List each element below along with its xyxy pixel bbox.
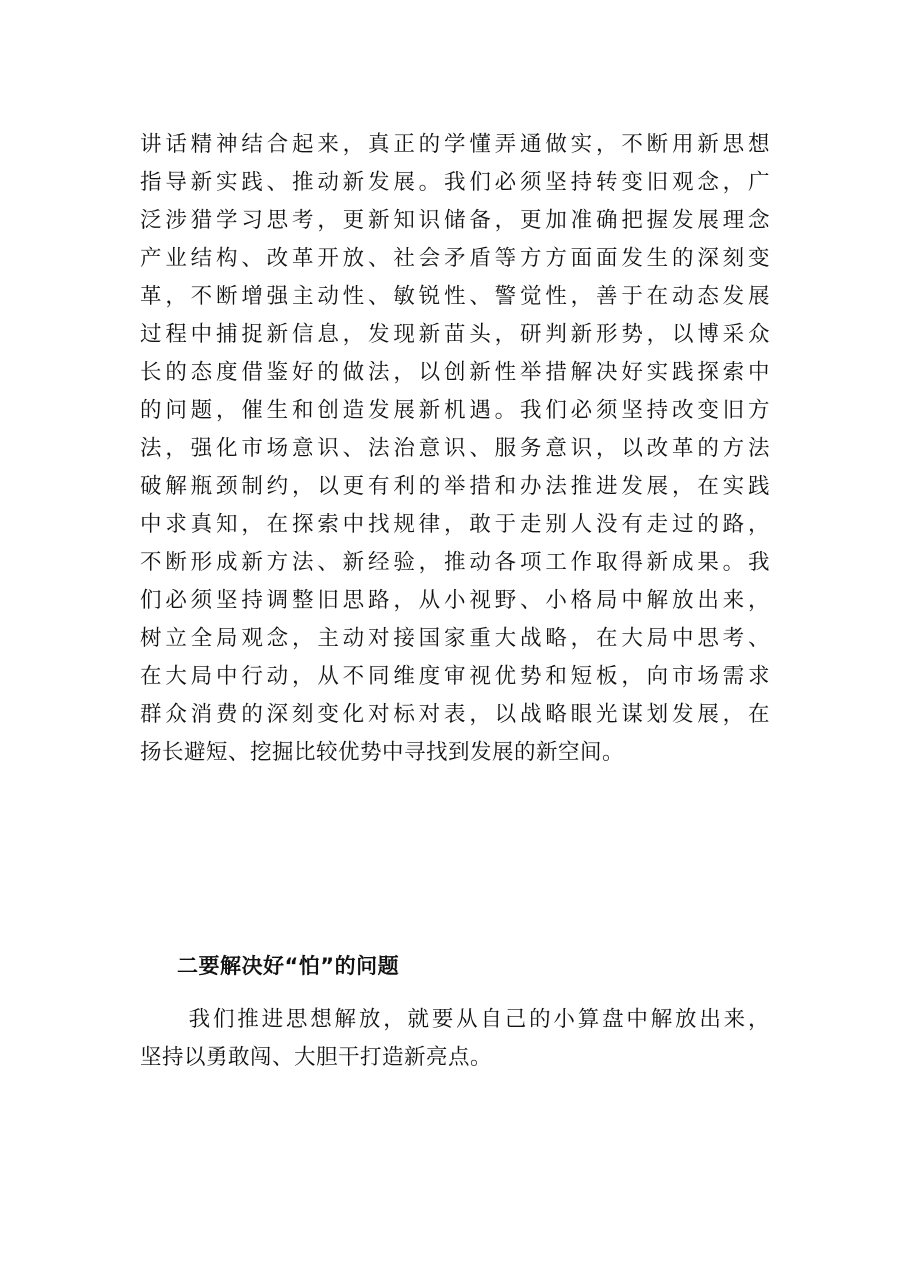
paragraph-line: 讲话精神结合起来，真正的学懂弄通做实，不断用新思想 bbox=[140, 132, 770, 157]
paragraph-line: 产业结构、改革开放、社会矛盾等方方面面发生的深刻变 bbox=[140, 246, 770, 271]
paragraph-line: 我们推进思想解放，就要从自己的小算盘中解放出来， bbox=[140, 1007, 770, 1032]
body-paragraph-1 bbox=[140, 126, 770, 772]
paragraph-line: 革，不断增强主动性、敏锐性、警觉性，善于在动态发展 bbox=[140, 284, 770, 309]
paragraph-line: 长的态度借鉴好的做法，以创新性举措解决好实践探索中 bbox=[140, 360, 770, 385]
paragraph-line: 群众消费的深刻变化对标对表，以战略眼光谋划发展，在 bbox=[140, 702, 770, 727]
paragraph-line: 泛涉猎学习思考，更新知识储备，更加准确把握发展理念 bbox=[140, 208, 770, 233]
paragraph-line: 坚持以勇敢闯、大胆干打造新亮点。 bbox=[140, 1045, 493, 1070]
paragraph-line: 的问题，催生和创造发展新机遇。我们必须坚持改变旧方 bbox=[140, 398, 770, 423]
body-paragraph-2 bbox=[140, 1001, 770, 1077]
paragraph-line: 在大局中行动，从不同维度审视优势和短板，向市场需求 bbox=[140, 664, 770, 689]
section-heading: 二要解决好“怕”的问题 bbox=[177, 954, 400, 978]
paragraph-line: 中求真知，在探索中找规律，敢于走别人没有走过的路， bbox=[140, 512, 770, 537]
paragraph-line: 树立全局观念，主动对接国家重大战略，在大局中思考、 bbox=[140, 626, 770, 651]
paragraph-line: 不断形成新方法、新经验，推动各项工作取得新成果。我 bbox=[140, 550, 770, 575]
paragraph-line: 破解瓶颈制约，以更有利的举措和办法推进发展，在实践 bbox=[140, 474, 770, 499]
paragraph-line: 法，强化市场意识、法治意识、服务意识，以改革的方法 bbox=[140, 436, 770, 461]
paragraph-line: 指导新实践、推动新发展。我们必须坚持转变旧观念，广 bbox=[140, 170, 770, 195]
paragraph-line: 们必须坚持调整旧思路，从小视野、小格局中解放出来， bbox=[140, 588, 770, 613]
paragraph-line: 过程中捕捉新信息，发现新苗头，研判新形势，以博采众 bbox=[140, 322, 770, 347]
paragraph-line: 扬长避短、挖掘比较优势中寻找到发展的新空间。 bbox=[140, 740, 625, 765]
